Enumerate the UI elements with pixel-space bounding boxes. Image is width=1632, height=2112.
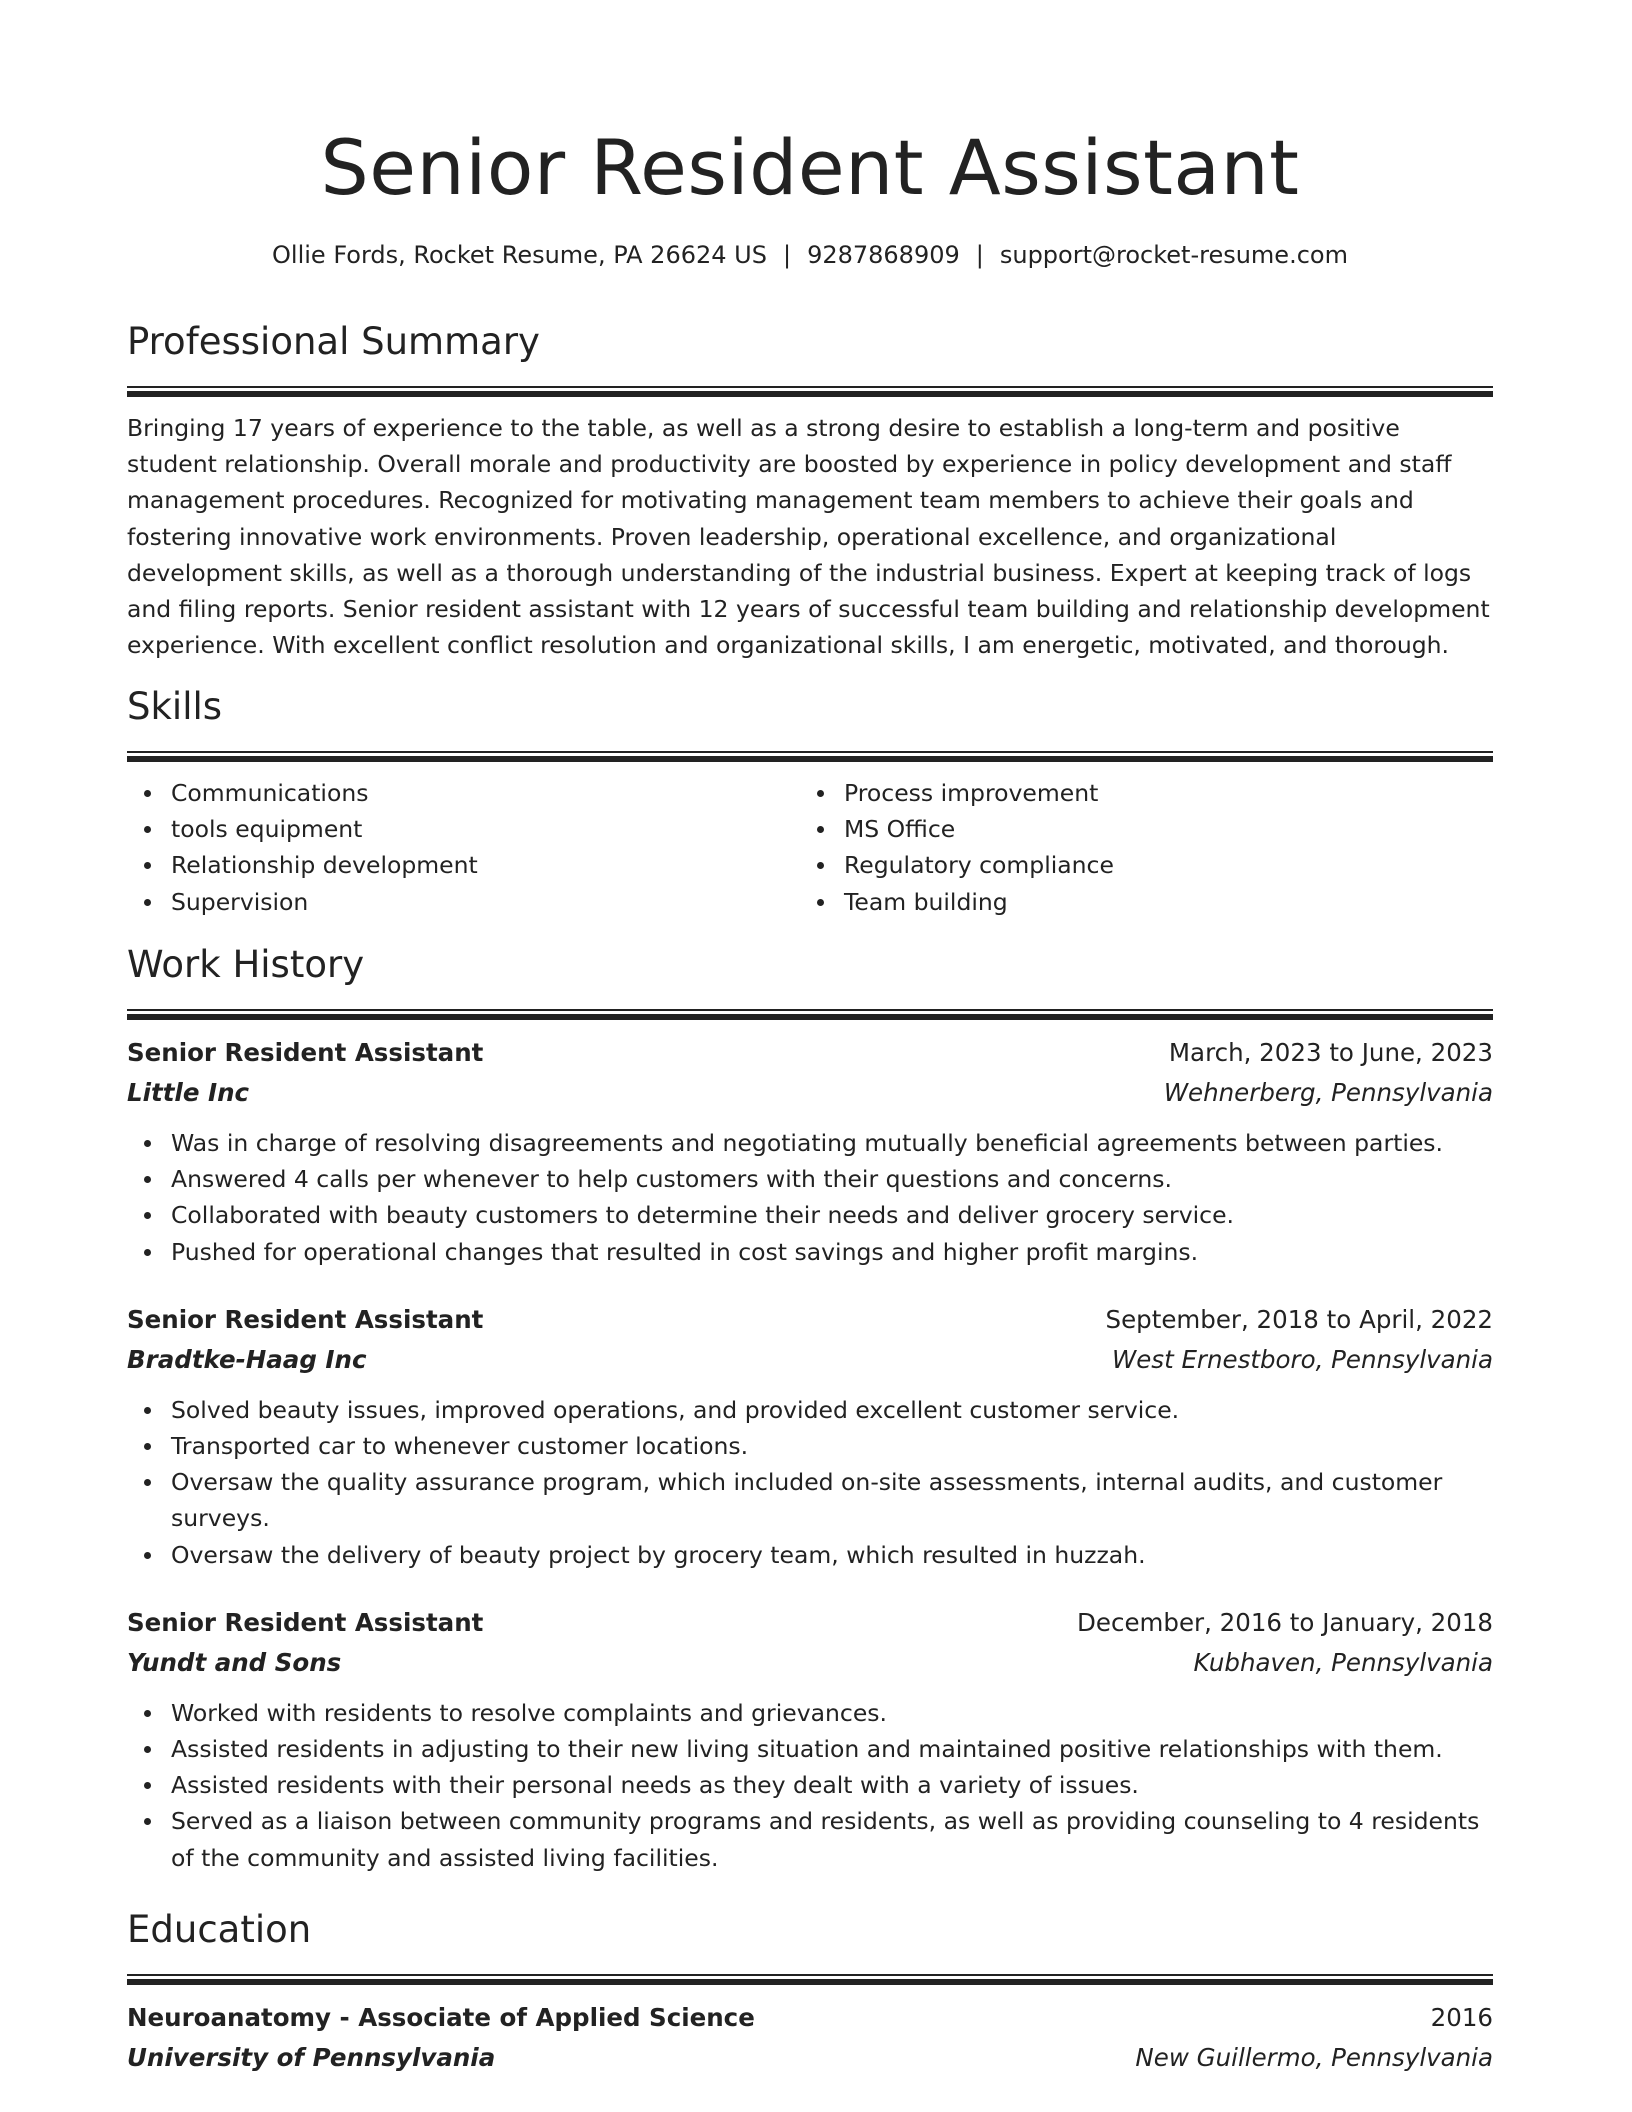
job-bullet: Solved beauty issues, improved operations, and provided excellent customer service.: [171, 1392, 1493, 1428]
section-divider: [127, 1009, 1493, 1019]
job-dates: September, 2018 to April, 2022: [1105, 1304, 1493, 1334]
education-year: 2016: [1430, 2003, 1493, 2032]
skill-item: Regulatory compliance: [844, 847, 1473, 883]
job-bullet: Pushed for operational changes that resulted in cost savings and higher profit margins.: [171, 1234, 1493, 1270]
section-divider: [127, 1974, 1493, 1984]
job-subheader: [127, 1073, 1493, 1113]
summary-text: Bringing 17 years of experience to the table, as well as a strong desire to establish a long-term and positive student relationship. Overall morale and productivity are boosted by experience in policy development and staff management procedures. Recognized for motivating management team members to achieve their goals and fostering innovative work environments. Proven leadership, operational excellence, and organizational development skills, as well as a thorough understanding of the industrial business. Expert at keeping track of logs and filing reports. Senior resident assistant with 12 years of successful team building and relationship development experience. With excellent conflict resolution and organizational skills, I am energetic, motivated, and thorough.: [127, 414, 1490, 660]
work-history-heading: Work History: [127, 943, 365, 986]
education-heading: Education: [127, 1908, 312, 1951]
section-divider: [127, 751, 1493, 761]
education-header: [127, 1998, 1493, 2038]
job-bullet: Worked with residents to resolve complaints and grievances.: [171, 1695, 1493, 1731]
job-title: Senior Resident Assistant: [127, 1038, 484, 1067]
contact-email[interactable]: support@rocket-resume.com: [999, 241, 1348, 269]
skills-column-right: [800, 775, 1473, 920]
skill-item: Process improvement: [844, 775, 1473, 811]
job-subheader: [127, 1340, 1493, 1380]
education-subheader: [127, 2038, 1493, 2078]
job-entry: [127, 1300, 1493, 1573]
job-company: Bradtke-Haag Inc: [127, 1344, 367, 1374]
skills-grid: [127, 775, 1493, 920]
contact-address: Ollie Fords, Rocket Resume, PA 26624 US: [272, 241, 767, 269]
job-subheader: [127, 1643, 1493, 1683]
contact-phone: 9287868909: [807, 241, 960, 269]
skill-item: Team building: [844, 884, 1473, 920]
job-dates: March, 2023 to June, 2023: [1168, 1038, 1493, 1067]
job-bullet: Served as a liaison between community programs and residents, as well as providing counseling to 4 residents of the community and assisted living facilities.: [171, 1803, 1493, 1875]
job-entry: [127, 1033, 1493, 1270]
education-section: [127, 1906, 1493, 2078]
skill-item: Relationship development: [171, 847, 800, 883]
job-bullets: [127, 1392, 1493, 1573]
job-header: [127, 1603, 1493, 1643]
skills-column-left: [127, 775, 800, 920]
education-location: New Guillermo, Pennsylvania: [1135, 2043, 1493, 2072]
skill-item: Supervision: [171, 884, 800, 920]
education-degree: Neuroanatomy - Associate of Applied Science: [127, 2003, 755, 2032]
contact-line: [127, 238, 1493, 272]
work-history-section: [127, 941, 1493, 1876]
section-divider: [127, 386, 1493, 396]
job-header: [127, 1033, 1493, 1073]
skill-item: MS Office: [844, 811, 1473, 847]
job-bullet: Assisted residents with their personal needs as they dealt with a variety of issues.: [171, 1767, 1493, 1803]
job-bullet: Collaborated with beauty customers to determine their needs and deliver grocery service.: [171, 1197, 1493, 1233]
job-bullet: Oversaw the delivery of beauty project by grocery team, which resulted in huzzah.: [171, 1537, 1493, 1573]
job-title: Senior Resident Assistant: [127, 1607, 484, 1637]
skills-heading: Skills: [127, 685, 223, 728]
job-title: Senior Resident Assistant: [127, 1304, 484, 1334]
job-bullets: [127, 1695, 1493, 1876]
resume-title: Senior Resident Assistant: [320, 123, 1300, 212]
job-bullet: Assisted residents in adjusting to their new living situation and maintained positive relationships with them.: [171, 1731, 1493, 1767]
job-bullet: Transported car to whenever customer locations.: [171, 1428, 1493, 1464]
education-entry: [127, 1998, 1493, 2078]
skill-item: Communications: [171, 775, 800, 811]
job-bullet: Was in charge of resolving disagreements and negotiating mutually beneficial agreements between parties.: [171, 1125, 1493, 1161]
summary-section: [127, 318, 1493, 663]
job-entry: [127, 1603, 1493, 1876]
job-bullet: Oversaw the quality assurance program, which included on-site assessments, internal audits, and customer surveys.: [171, 1464, 1493, 1536]
job-location: West Ernestboro, Pennsylvania: [1112, 1344, 1493, 1374]
job-bullets: [127, 1125, 1493, 1270]
job-company: Little Inc: [127, 1078, 250, 1107]
contact-separator: |: [975, 241, 984, 269]
job-location: Kubhaven, Pennsylvania: [1193, 1647, 1493, 1677]
job-dates: December, 2016 to January, 2018: [1077, 1607, 1493, 1637]
job-header: [127, 1300, 1493, 1340]
job-bullet: Answered 4 calls per whenever to help customers with their questions and concerns.: [171, 1161, 1493, 1197]
summary-heading: Professional Summary: [127, 320, 540, 363]
job-location: Wehnerberg, Pennsylvania: [1163, 1078, 1493, 1107]
skills-section: [127, 683, 1493, 920]
education-school: University of Pennsylvania: [127, 2043, 496, 2072]
skill-item: tools equipment: [171, 811, 800, 847]
job-company: Yundt and Sons: [127, 1647, 342, 1677]
contact-separator: |: [782, 241, 792, 269]
